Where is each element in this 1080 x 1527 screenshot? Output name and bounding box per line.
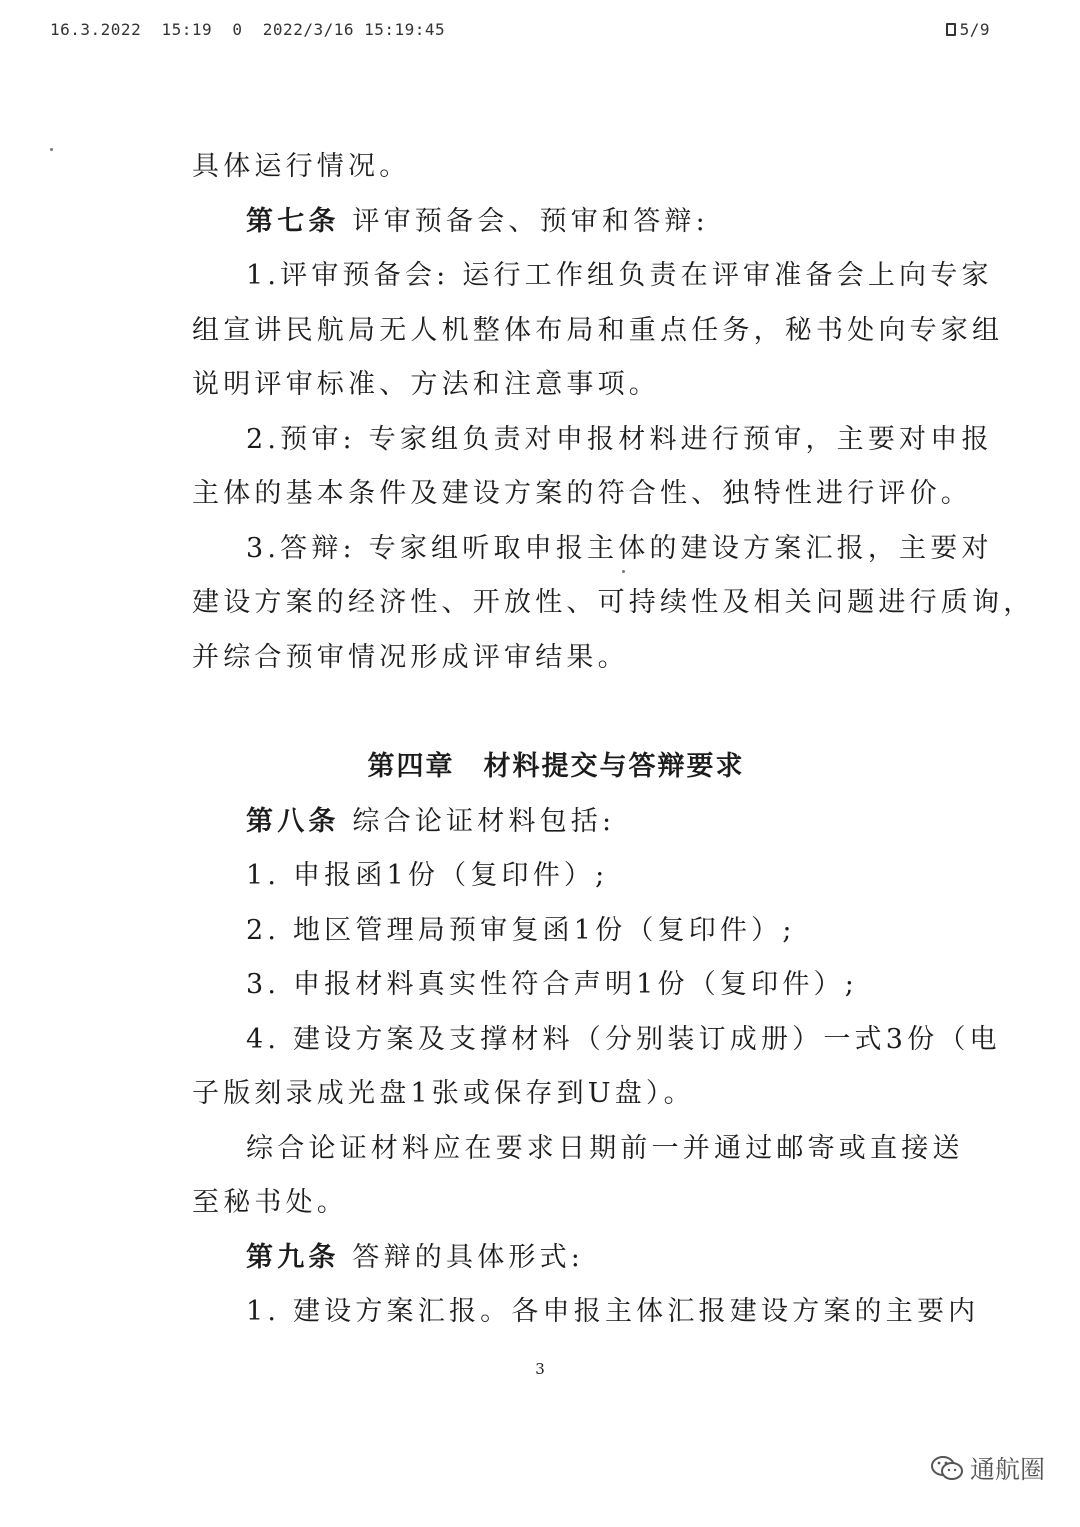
list-item: 1. 建设方案汇报。各申报主体汇报建设方案的主要内 — [246, 1296, 980, 1327]
page-number: 3 — [535, 1360, 545, 1378]
document-body — [192, 140, 1035, 1340]
paragraph-line: 综合论证材料应在要求日期前一并通过邮寄或直接送 — [246, 1132, 964, 1164]
page-icon — [946, 23, 956, 36]
fax-header — [50, 20, 990, 44]
fax-page-count: 5/9 — [959, 20, 990, 39]
article-label: 第八条 — [246, 805, 340, 837]
paragraph-line: 主体的基本条件及建设方案的符合性、独特性进行评价。 — [192, 478, 972, 509]
fax-timestamp: 16.3.2022 15:19 0 2022/3/16 15:19:45 — [50, 20, 446, 39]
article-9-heading — [192, 1231, 892, 1286]
list-item: 4. 建设方案及支撑材料（分别装订成册）一式3份（电 — [246, 1023, 1001, 1055]
wechat-icon — [930, 1454, 964, 1482]
fax-page-indicator — [946, 20, 990, 39]
paragraph-line: 并综合预审情况形成评审结果。 — [192, 641, 629, 673]
article-7-heading — [192, 195, 892, 250]
article-label: 第九条 — [246, 1241, 340, 1273]
article-8-heading — [192, 795, 892, 850]
watermark-text: 通航圈 — [970, 1455, 1046, 1484]
paragraph-line: 至秘书处。 — [192, 1187, 348, 1218]
paragraph-line: 组宣讲民航局无人机整体布局和重点任务，秘书处向专家组 — [192, 314, 1004, 346]
list-item: 3. 申报材料真实性符合声明1份（复印件）; — [246, 969, 859, 1000]
article-label: 第七条 — [246, 205, 340, 237]
paragraph-line: 3.答辩: 专家组听取申报主体的建设方案汇报，主要对 — [246, 532, 993, 564]
scan-speck — [50, 148, 53, 151]
article-title: 答辩的具体形式: — [352, 1241, 585, 1273]
paragraph-line: 子版刻录成光盘1张或保存到U盘）。 — [192, 1078, 695, 1109]
paragraph-line: 具体运行情况。 — [192, 151, 411, 182]
paragraph-line: 1.评审预备会: 运行工作组负责在评审准备会上向专家 — [246, 260, 993, 291]
section-gap — [192, 685, 892, 740]
article-title: 评审预备会、预审和答辩: — [352, 205, 709, 237]
list-item: 1. 申报函1份（复印件）; — [246, 860, 609, 891]
paragraph-line: 2.预审: 专家组负责对申报材料进行预审，主要对申报 — [246, 423, 993, 455]
paragraph-line: 建设方案的经济性、开放性、可持续性及相关问题进行质询， — [192, 587, 1035, 618]
chapter-heading: 第四章 材料提交与答辩要求 — [367, 751, 745, 782]
paragraph-line: 说明评审标准、方法和注意事项。 — [192, 369, 660, 400]
list-item: 2. 地区管理局预审复函1份（复印件）; — [246, 914, 796, 946]
article-title: 综合论证材料包括: — [352, 805, 616, 837]
watermark — [930, 1450, 1045, 1486]
